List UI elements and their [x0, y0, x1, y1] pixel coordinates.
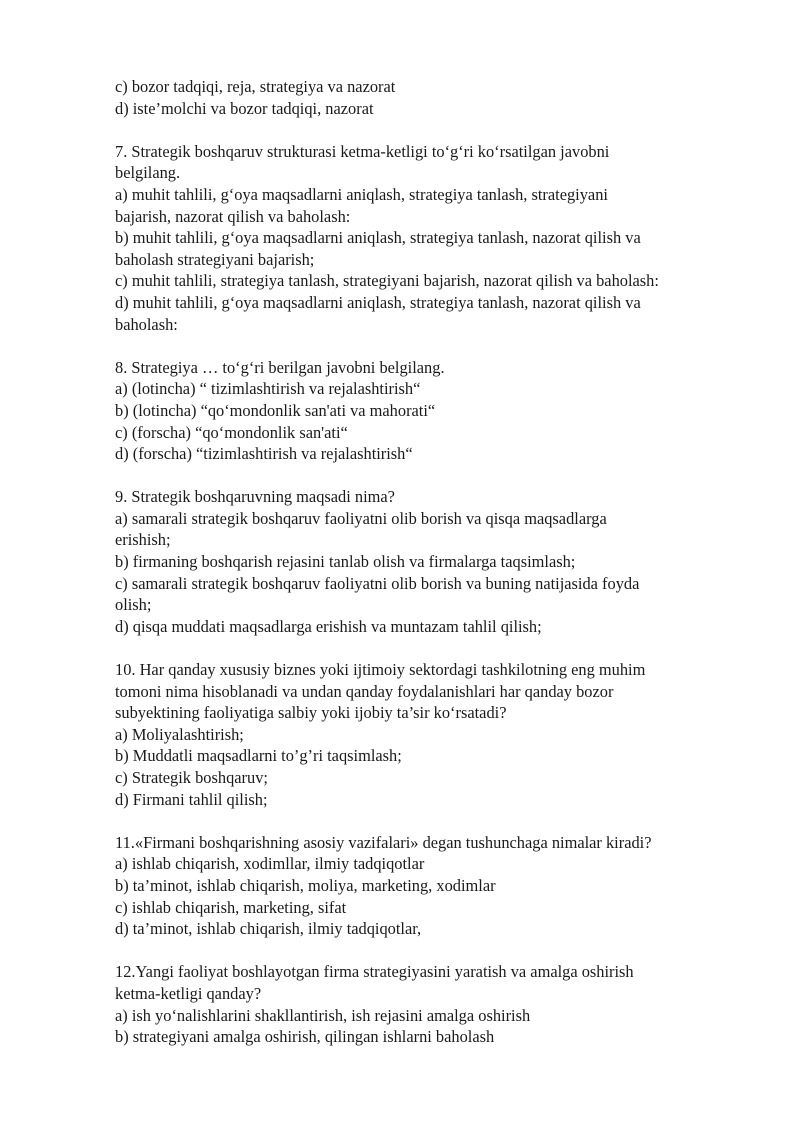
option-c: c) ishlab chiqarish, marketing, sifat: [115, 897, 347, 917]
question-11: [115, 832, 755, 940]
option-a: a) ishlab chiqarish, xodimllar, ilmiy tadqiqotlar: [115, 854, 425, 874]
option-a-cont: erishish;: [115, 530, 171, 550]
option-b: b) ta’minot, ishlab chiqarish, moliya, marketing, xodimlar: [115, 875, 496, 895]
question-text: 10. Har qanday xususiy biznes yoki ijtimoiy sektordagi tashkilotning eng muhim: [115, 660, 646, 680]
option-c: c) bozor tadqiqi, reja, strategiya va nazorat: [115, 77, 396, 96]
option-b: b) muhit tahlili, g‘oya maqsadlarni aniqlash, strategiya tanlash, nazorat qilish va: [115, 228, 641, 248]
option-d: d) (forscha) “tizimlashtirish va rejalashtirish“: [115, 444, 413, 464]
option-b: b) strategiyani amalga oshirish, qilingan ishlarni baholash: [115, 1027, 495, 1047]
question-7: [115, 141, 755, 335]
question-text: 9. Strategik boshqaruvning maqsadi nima?: [115, 487, 395, 507]
paragraph-gap: [115, 940, 755, 962]
paragraph-gap: [115, 637, 755, 659]
question-text: 8. Strategiya … to‘g‘ri berilgan javobni belgilang.: [115, 357, 445, 377]
question-12: [115, 961, 755, 1047]
question-10: [115, 659, 755, 810]
option-c: c) (forscha) “qo‘mondonlik san'ati“: [115, 422, 348, 442]
option-b: b) (lotincha) “qo‘mondonlik san'ati va mahorati“: [115, 400, 436, 420]
option-a: a) (lotincha) “ tizimlashtirish va rejalashtirish“: [115, 379, 421, 399]
question-text: 11.«Firmani boshqarishning asosiy vazifalari» degan tushunchaga nimalar kiradi?: [115, 832, 652, 852]
option-c-cont: olish;: [115, 595, 152, 615]
question-text: 7. Strategik boshqaruv strukturasi ketma-ketligi to‘g‘ri ko‘rsatilgan javobni: [115, 141, 610, 161]
question-text: tomoni nima hisoblanadi va undan qanday foydalanishlari har qanday bozor: [115, 681, 614, 701]
option-d: d) iste’molchi va bozor tadqiqi, nazorat: [115, 98, 374, 118]
question-text: 12.Yangi faoliyat boshlayotgan firma strategiyasini yaratish va amalga oshirish: [115, 962, 634, 982]
option-d: d) ta’minot, ishlab chiqarish, ilmiy tadqiqotlar,: [115, 919, 422, 939]
option-c: c) muhit tahlili, strategiya tanlash, strategiyani bajarish, nazorat qilish va baholash:: [115, 271, 659, 291]
option-a: a) Moliyalashtirish;: [115, 724, 244, 744]
paragraph-gap: [115, 810, 755, 832]
question-text: belgilang.: [115, 163, 181, 183]
option-d: d) muhit tahlili, g‘oya maqsadlarni aniqlash, strategiya tanlash, nazorat qilish va: [115, 292, 641, 312]
paragraph-gap: [115, 335, 755, 357]
option-a-cont: bajarish, nazorat qilish va baholash:: [115, 206, 351, 226]
question-9: [115, 486, 755, 637]
question-text: ketma-ketligi qanday?: [115, 983, 262, 1003]
option-b: b) Muddatli maqsadlarni to’g’ri taqsimlash;: [115, 746, 402, 766]
option-d: d) Firmani tahlil qilish;: [115, 789, 268, 809]
option-a: a) ish yo‘nalishlarini shakllantirish, ish rejasini amalga oshirish: [115, 1005, 531, 1025]
option-a: a) muhit tahlili, g‘oya maqsadlarni aniqlash, strategiya tanlash, strategiyani: [115, 184, 608, 204]
option-b-cont: baholash strategiyani bajarish;: [115, 249, 315, 269]
option-d-cont: baholash:: [115, 314, 178, 334]
paragraph-gap: [115, 465, 755, 487]
option-b: b) firmaning boshqarish rejasini tanlab olish va firmalarga taqsimlash;: [115, 552, 576, 572]
option-c: c) Strategik boshqaruv;: [115, 768, 268, 787]
question-text: subyektining faoliyatiga salbiy yoki ijobiy ta’sir ko‘rsatadi?: [115, 703, 507, 723]
document-body: [115, 76, 755, 1048]
option-c: c) samarali strategik boshqaruv faoliyatni olib borish va buning natijasida foyda: [115, 573, 640, 593]
option-a: a) samarali strategik boshqaruv faoliyatni olib borish va qisqa maqsadlarga: [115, 508, 607, 528]
previous-question-tail: [115, 76, 755, 119]
option-d: d) qisqa muddati maqsadlarga erishish va muntazam tahlil qilish;: [115, 616, 542, 636]
question-8: [115, 357, 755, 465]
paragraph-gap: [115, 119, 755, 141]
